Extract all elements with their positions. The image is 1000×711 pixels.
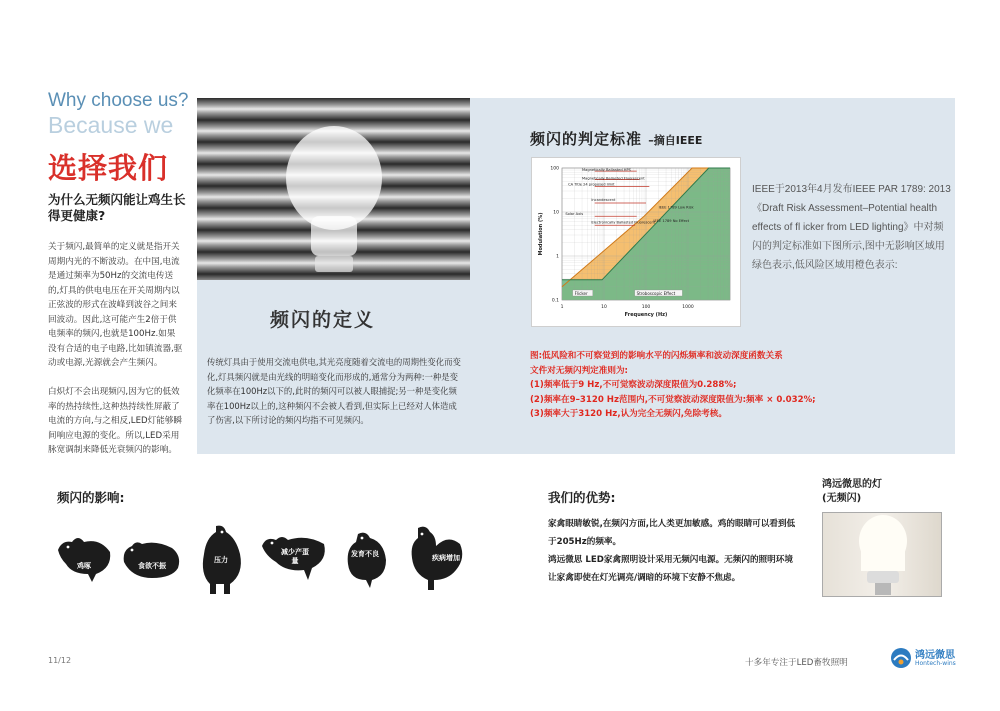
- lamp-icon: [823, 513, 941, 596]
- why-choose-heading: Why choose us?: [48, 90, 189, 111]
- advantage-line-2: 鸿远微思 LED家禽照明设计采用无频闪电源。无频闪的照明环境让家禽即使在灯光调亮/调暗的环境下安静不焦虑。: [548, 555, 793, 583]
- advantage-line-1: 家禽眼睛敏锐,在频闪方面,比人类更加敏感。鸡的眼睛可以看到低于205Hz的频率。: [548, 519, 796, 547]
- chart-x-tick-label: 10: [601, 305, 607, 310]
- lamp-caption-line-1: 鸿远微思的灯: [822, 479, 882, 490]
- chart-annotation: CA Title 24 proposed limit: [568, 182, 615, 187]
- chicken-label-stress: 压力: [214, 556, 228, 564]
- ieee-chart-svg: [532, 158, 740, 326]
- chart-annotation: Solar Axis: [565, 212, 584, 217]
- standard-subtitle: –摘自IEEE: [648, 134, 703, 147]
- lamp-photo: [822, 512, 942, 597]
- chicken-label-disease: 疾病增加: [432, 554, 460, 562]
- chart-annotation: IEEE 1789 No Effect: [653, 218, 690, 223]
- ieee-chart: [531, 157, 741, 327]
- chart-region-label: Flicker: [574, 290, 588, 296]
- chicken-label-pecking: 鸡啄: [77, 562, 91, 570]
- chicken-icon-pecking: [52, 528, 116, 588]
- logo-subtext: Hontech-wins: [915, 660, 956, 667]
- because-we-heading: Because we: [48, 112, 174, 138]
- chart-y-tick-label: 100: [550, 166, 559, 172]
- chicken-icon-development: [340, 528, 390, 594]
- lamp-caption: [822, 478, 882, 506]
- choose-us-title: 选择我们: [48, 151, 169, 185]
- advantages-text: [548, 515, 798, 587]
- left-paragraph-2: 白炽灯不会出现频闪,因为它的低效率的热持续性,这种热持续性屏蔽了电流的方向,与之相反,LED灯能够瞬间响应电源的变化。所以,LED采用脉宽调制来降低光衰频闪的影响。: [48, 387, 183, 455]
- chart-x-tick-label: 100: [641, 305, 651, 310]
- chart-annotation: Magnetically Ballasted HPS: [582, 168, 631, 173]
- criteria-line-1: 图:低风险和不可察觉到的影响水平的闪烁频率和波动深度函数关系: [530, 351, 783, 361]
- chicken-icon-egg-production: [258, 530, 330, 586]
- impact-title: 频闪的影响:: [57, 490, 125, 505]
- chart-y-tick-label: 1: [556, 254, 559, 260]
- chart-annotation: Incandescent: [591, 197, 616, 202]
- criteria-line-2: 文件对无频闪判定准则为:: [530, 365, 628, 376]
- page-number: 11/12: [48, 656, 72, 665]
- chart-annotation: IEEE 1789 Low Risk: [658, 205, 694, 210]
- chart-x-axis-label: Frequency (Hz): [624, 312, 668, 318]
- definition-title: 频闪的定义: [270, 309, 376, 331]
- logo-icon: [890, 647, 912, 669]
- chicken-label-egg-production: 减少产蛋量: [281, 548, 309, 565]
- left-paragraph-1: 关于频闪,最简单的定义就是指开关周期内光的不断波动。在中国,电流是通过频率为50Hz的交流电传送的,灯具的供电电压在开关周期内以正弦波的形式在波峰到波谷之间来回波动。因此,这可能产生2倍于供电频率的频闪,也就是100Hz.如果没有合适的电子电路,比如镇流器,驱动或电源,光源就会产生频闪。: [48, 242, 183, 368]
- chart-region-label: Stroboscopic Effect: [636, 290, 676, 296]
- chicken-icon-disease: [404, 524, 466, 598]
- chart-y-tick-label: 0.1: [551, 298, 559, 304]
- chicken-icon-appetite: [118, 532, 184, 586]
- standard-title-text: 频闪的判定标准: [530, 130, 643, 148]
- criteria-block: [530, 349, 860, 422]
- chart-y-tick-label: 10: [553, 210, 559, 216]
- logo-name: 鸿远微思: [915, 650, 955, 661]
- chart-x-tick-label: 1000: [682, 305, 694, 310]
- chart-annotation: Electronically Ballasted Fluorescent: [591, 220, 656, 225]
- chicken-label-development: 发育不良: [351, 550, 379, 558]
- question-heading: 为什么无频闪能让鸡生长得更健康?: [48, 192, 186, 223]
- chicken-icon-stress: [196, 522, 246, 600]
- chicken-label-appetite: 食欲不振: [138, 562, 166, 570]
- lamp-caption-line-2: (无频闪): [822, 493, 862, 504]
- criteria-line-3: (1)频率低于9 Hz,不可觉察波动深度限值为0.288%;: [530, 380, 737, 390]
- chart-y-axis-label: Modulation (%): [538, 212, 544, 256]
- bulb-icon: [197, 98, 470, 280]
- criteria-line-4: (2)频率在9–3120 Hz范围内,不可觉察波动深度限值为:频率 × 0.032%;: [530, 394, 816, 405]
- standard-title: [530, 128, 702, 149]
- flicker-bulb-photo: [197, 98, 470, 280]
- criteria-line-5: (3)频率大于3120 Hz,认为完全无频闪,免除考核。: [530, 409, 727, 419]
- chart-x-tick-label: 1: [560, 305, 564, 310]
- chart-annotation: Magnetically Ballasted Fluorescent: [582, 176, 645, 181]
- definition-text: 传统灯具由于使用交流电供电,其光亮度随着交流电的周期性变化而变化,灯具频闪就是由光线的明暗变化而形成的,通常分为两种:一种是变化频率在100Hz以下的,此时的频闪可以被人眼捕捉;另一种是变化频率在100Hz以上的,这种频闪不会被人看到,但实际上已经对人体造成了伤害,以下所讨论的频闪均指不可见频闪。: [207, 357, 461, 425]
- advantages-title: 我们的优势:: [548, 490, 616, 505]
- company-logo: [890, 645, 960, 673]
- ieee-description: IEEE于2013年4月发布IEEE PAR 1789: 2013《Draft Risk Assessment–Potential health effects of fl icker from LED lighting》中对频闪的判定标准如下图所示,图中无影响区域用绿色表示,低风险区域用橙色表示:: [752, 184, 951, 271]
- footer-slogan: 十多年专注于LED畜牧照明: [745, 658, 848, 668]
